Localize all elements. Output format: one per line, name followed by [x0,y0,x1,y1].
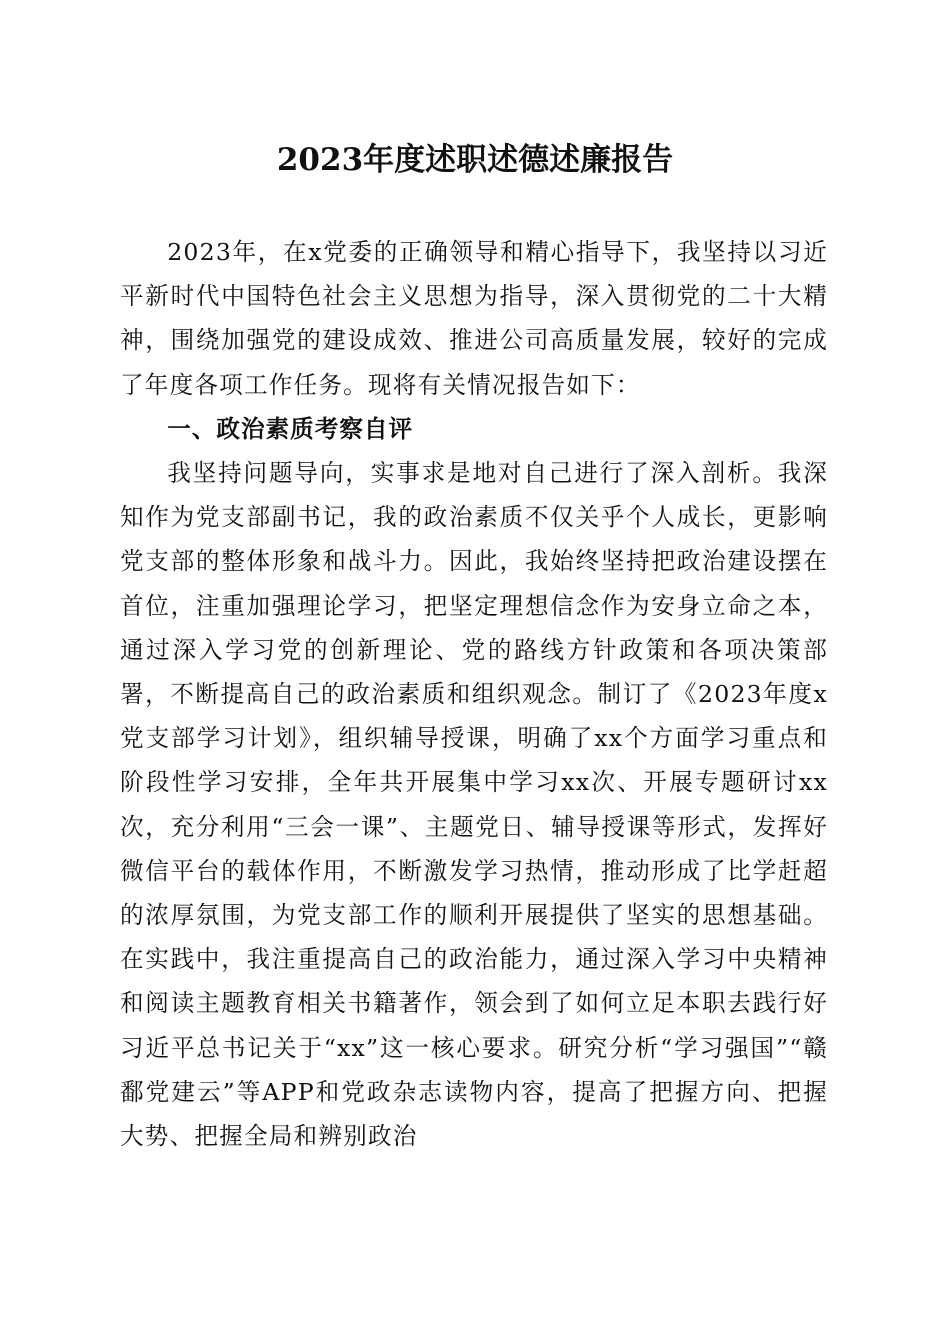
section-heading-political-quality: 一、政治素质考察自评 [167,414,414,443]
intro-paragraph: 2023年，在x党委的正确领导和精心指导下，我坚持以习近平新时代中国特色社会主义思想为指导，深入贯彻党的二十大精神，围绕加强党的建设成效、推进公司高质量发展，较好的完成了年度各项工作任务。现将有关情况报告如下： [120,238,828,399]
document-body [120,230,828,1158]
political-quality-paragraph: 我坚持问题导向，实事求是地对自己进行了深入剖析。我深知作为党支部副书记，我的政治素质不仅关乎个人成长，更影响党支部的整体形象和战斗力。因此，我始终坚持把政治建设摆在首位，注重加强理论学习，把坚定理想信念作为安身立命之本，通过深入学习党的创新理论、党的路线方针政策和各项决策部署，不断提高自己的政治素质和组织观念。制订了《2023年度x党支部学习计划》，组织辅导授课，明确了xx个方面学习重点和阶段性学习安排，全年共开展集中学习xx次、开展专题研讨xx次，充分利用“三会一课”、主题党日、辅导授课等形式，发挥好微信平台的载体作用，不断激发学习热情，推动形成了比学赶超的浓厚氛围，为党支部工作的顺利开展提供了坚实的思想基础。在实践中，我注重提高自己的政治能力，通过深入学习中央精神和阅读主题教育相关书籍著作，领会到了如何立足本职去践行好习近平总书记关于“xx”这一核心要求。研究分析“学习强国”“赣鄱党建云”等APP和党政杂志读物内容，提高了把握方向、把握大势、把握全局和辨别政治 [120,459,828,1151]
document-title: 2023年度述职述德述廉报告 [276,142,674,178]
